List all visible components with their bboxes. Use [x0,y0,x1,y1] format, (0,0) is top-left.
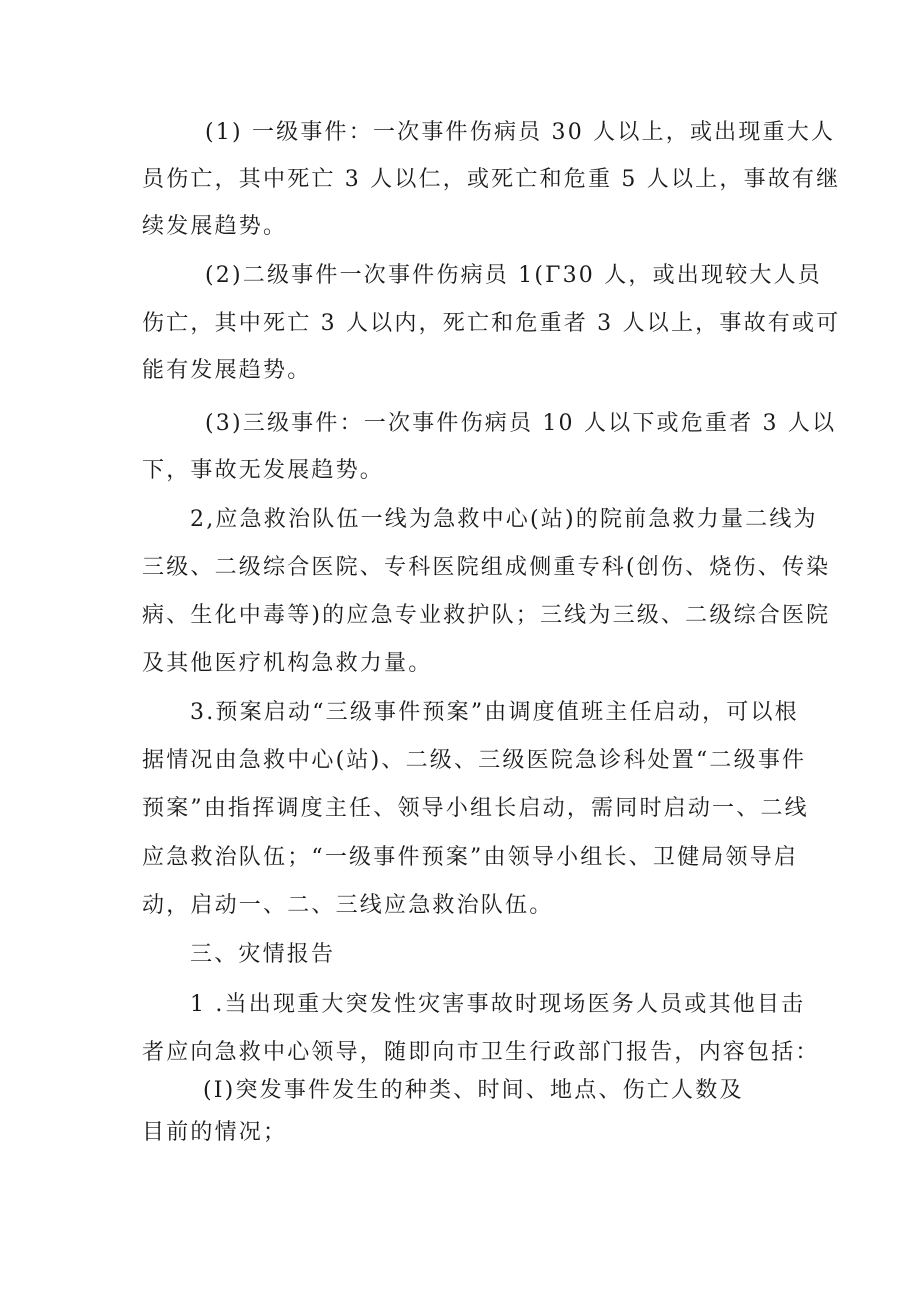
paragraph-level1-line-3: 续发展趋势。 [142,214,288,239]
paragraph-level1-line-2: 员伤亡，其中死亡 3 人以仁，或死亡和危重 5 人以上，事故有继 [142,167,841,192]
paragraph-level2-line-1: (2)二级事件一次事件伤病员 1(Γ30 人，或出现较大人员 [205,263,822,288]
paragraph-report-line-2: 者应向急救中心领导，随即向市卫生行政部门报告，内容包括： [142,1040,820,1065]
paragraph-teams-line-3: 病、生化中毒等)的应急专业救护队；三线为三级、二级综合医院 [142,603,831,628]
paragraph-activation-line-1: 3.预案启动“三级事件预案”由调度值班主任启动，可以根 [190,700,799,725]
paragraph-level2-line-2: 伤亡，其中死亡 3 人以内，死亡和危重者 3 人以上，事故有或可 [142,311,841,336]
paragraph-level3-line-1: (3)三级事件：一次事件伤病员 10 人以下或危重者 3 人以 [205,411,837,436]
paragraph-activation-line-2: 据情况由急救中心(站)、二级、三级医院急诊科处置“二级事件 [142,748,807,773]
paragraph-report-item1-line-2: 目前的情况； [142,1120,288,1145]
paragraph-activation-line-3: 预案”由指挥调度主任、领导小组长启动，需同时启动一、二线 [142,796,809,821]
section-heading: 三、灾情报告 [190,942,336,967]
paragraph-report-item1-line-1: (I)突发事件发生的种类、时间、地点、伤亡人数及 [203,1078,744,1103]
paragraph-teams-line-4: 及其他医疗机构急救力量。 [142,651,433,676]
paragraph-level2-line-3: 能有发展趋势。 [142,358,312,383]
paragraph-activation-line-4: 应急救治队伍；“一级事件预案”由领导小组长、卫健局领导启 [142,845,799,870]
paragraph-level3-line-2: 下，事故无发展趋势。 [142,458,385,483]
paragraph-report-line-1: 1 .当出现重大突发性灾害事故时现场医务人员或其他目击 [190,992,806,1017]
paragraph-teams-line-2: 三级、二级综合医院、专科医院组成侧重专科(创伤、烧伤、传染 [142,555,831,580]
paragraph-teams-line-1: 2,应急救治队伍一线为急救中心(站)的院前急救力量二线为 [190,507,818,532]
paragraph-level1-line-1: (1) 一级事件：一次事件伤病员 30 人以上，或出现重大人 [205,120,836,145]
paragraph-activation-line-5: 动，启动一、二、三线应急救治队伍。 [142,893,554,918]
